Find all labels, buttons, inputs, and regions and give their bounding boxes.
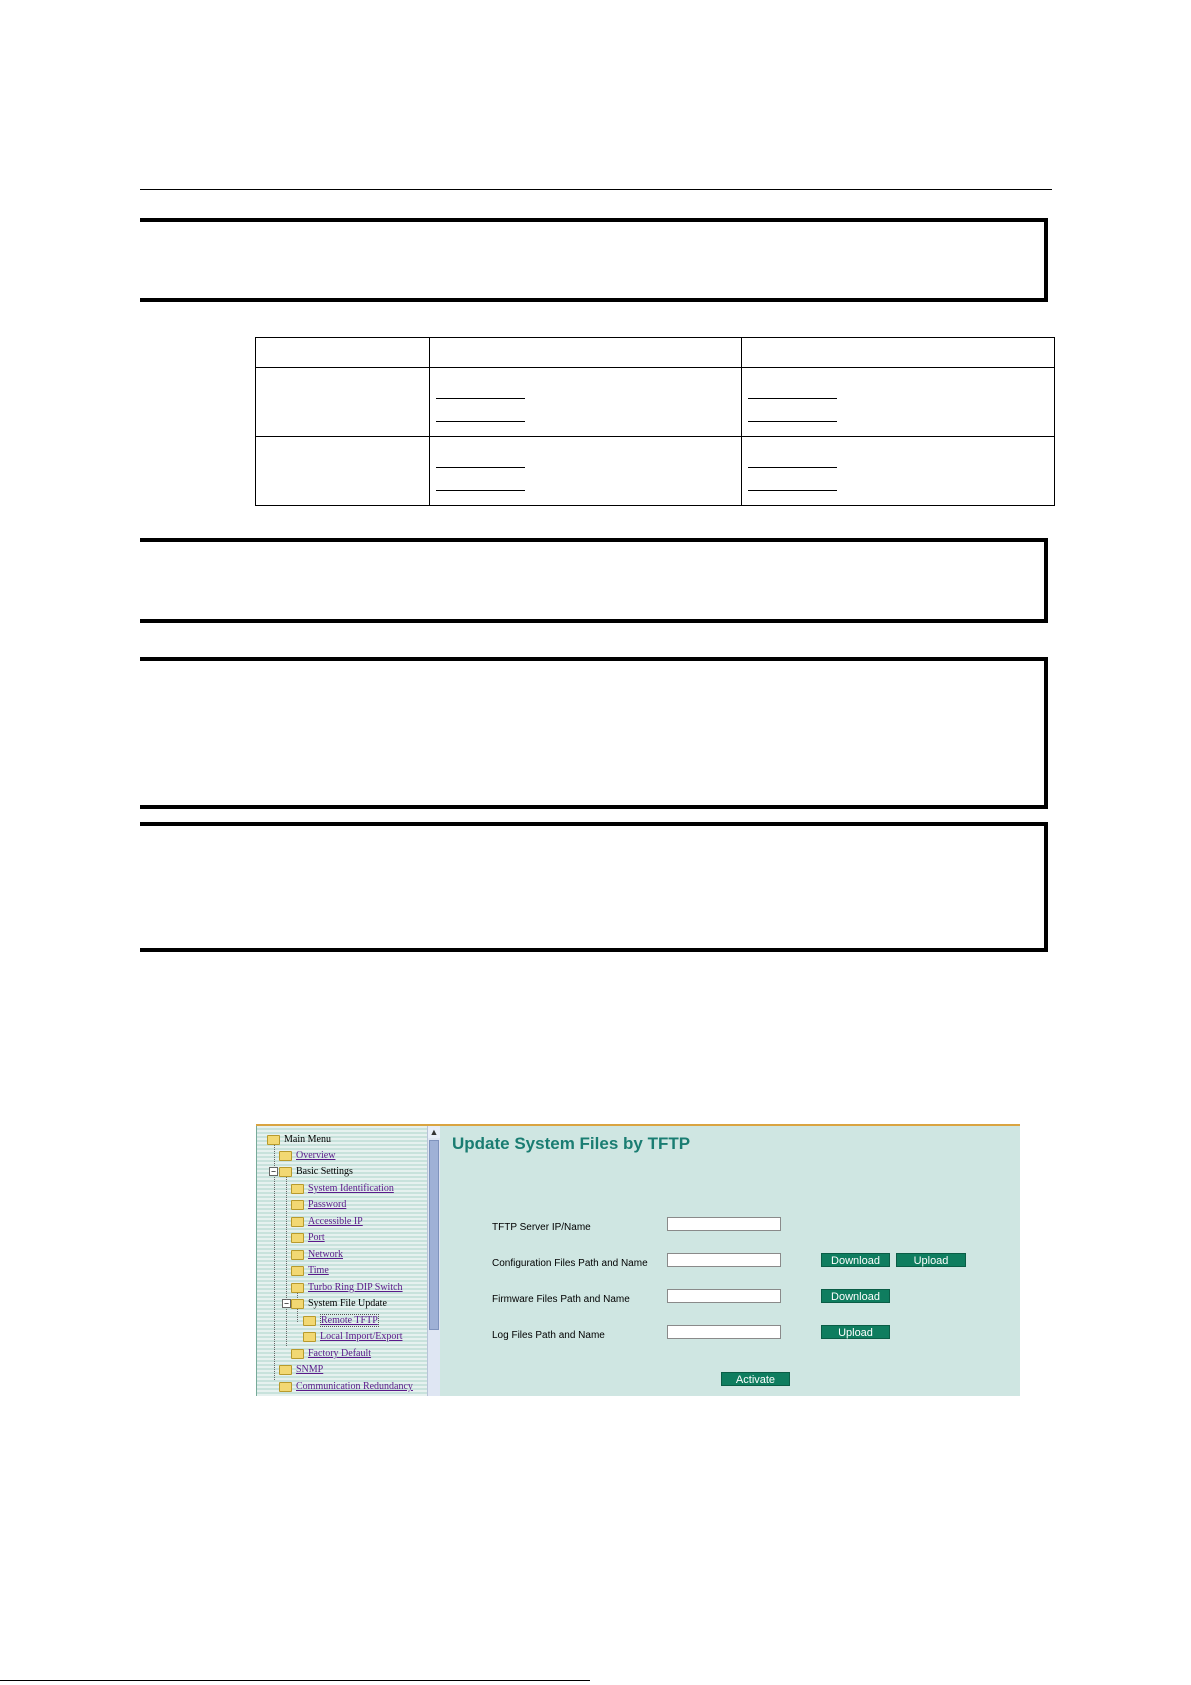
collapse-icon[interactable]: −: [282, 1299, 291, 1308]
firmware-path-label: Firmware Files Path and Name: [492, 1294, 630, 1305]
sidebar-item-overview[interactable]: Overview: [279, 1150, 335, 1162]
folder-icon: [303, 1316, 316, 1326]
table-row: [256, 368, 1055, 437]
table-cell: [430, 368, 742, 437]
table-cell: [256, 338, 430, 368]
log-upload-button[interactable]: Upload: [821, 1325, 890, 1339]
sidebar-item-password[interactable]: Password: [291, 1199, 346, 1211]
sidebar-item-system-identification[interactable]: System Identification: [291, 1183, 394, 1195]
folder-icon: [291, 1266, 304, 1276]
table-header-row: [256, 338, 1055, 368]
table-cell: [742, 368, 1055, 437]
blank-table: [255, 337, 1055, 506]
firmware-download-button[interactable]: Download: [821, 1289, 890, 1303]
sidebar-item-system-file-update[interactable]: System File Update: [291, 1298, 387, 1310]
sidebar-item-factory-default[interactable]: Factory Default: [291, 1348, 371, 1360]
sidebar-item-local-import-export[interactable]: Local Import/Export: [303, 1331, 402, 1343]
note-box: [140, 538, 1048, 623]
config-path-label: Configuration Files Path and Name: [492, 1258, 648, 1269]
note-box: [140, 822, 1048, 952]
folder-open-icon: [267, 1135, 280, 1145]
collapse-icon[interactable]: −: [269, 1167, 278, 1176]
folder-icon: [279, 1382, 292, 1392]
folder-open-icon: [291, 1299, 304, 1309]
folder-icon: [279, 1365, 292, 1375]
table-cell: [430, 437, 742, 506]
sidebar-item-network[interactable]: Network: [291, 1249, 343, 1261]
folder-icon: [291, 1349, 304, 1359]
firmware-path-input[interactable]: [667, 1289, 781, 1303]
sidebar-item-communication-redundancy[interactable]: Communication Redundancy: [279, 1381, 413, 1393]
scroll-thumb[interactable]: [429, 1140, 439, 1330]
footer-rule: [0, 1680, 590, 1681]
log-path-label: Log Files Path and Name: [492, 1330, 605, 1341]
tftp-screenshot: [256, 1124, 1020, 1396]
note-box: [140, 218, 1048, 302]
sidebar-item-time[interactable]: Time: [291, 1265, 329, 1277]
tftp-server-label: TFTP Server IP/Name: [492, 1222, 591, 1233]
folder-icon: [291, 1283, 304, 1293]
table-cell: [742, 338, 1055, 368]
table-cell: [256, 368, 430, 437]
folder-open-icon: [279, 1167, 292, 1177]
config-path-input[interactable]: [667, 1253, 781, 1267]
sidebar-item-basic-settings[interactable]: Basic Settings: [279, 1166, 353, 1178]
page-title: Update System Files by TFTP: [452, 1134, 691, 1153]
sidebar: [256, 1126, 440, 1396]
config-upload-button[interactable]: Upload: [896, 1253, 966, 1267]
table-row: [256, 437, 1055, 506]
folder-icon: [279, 1151, 292, 1161]
folder-icon: [291, 1233, 304, 1243]
folder-icon: [291, 1200, 304, 1210]
header-rule: [140, 189, 1052, 190]
activate-button[interactable]: Activate: [721, 1372, 790, 1386]
sidebar-item-accessible-ip[interactable]: Accessible IP: [291, 1216, 363, 1228]
note-box: [140, 657, 1048, 809]
log-path-input[interactable]: [667, 1325, 781, 1339]
sidebar-item-turbo-ring-dip-switch[interactable]: Turbo Ring DIP Switch: [291, 1282, 403, 1294]
sidebar-item-remote-tftp[interactable]: Remote TFTP: [303, 1315, 379, 1327]
folder-icon: [291, 1250, 304, 1260]
folder-icon: [291, 1184, 304, 1194]
sidebar-item-main-menu[interactable]: Main Menu: [267, 1134, 331, 1146]
table-cell: [256, 437, 430, 506]
folder-icon: [291, 1217, 304, 1227]
table-cell: [742, 437, 1055, 506]
sidebar-scrollbar[interactable]: [427, 1126, 440, 1396]
config-download-button[interactable]: Download: [821, 1253, 890, 1267]
tftp-server-input[interactable]: [667, 1217, 781, 1231]
sidebar-item-port[interactable]: Port: [291, 1232, 325, 1244]
table-cell: [430, 338, 742, 368]
scroll-up-arrow-icon[interactable]: ▲: [429, 1127, 439, 1137]
folder-icon: [303, 1332, 316, 1342]
main-panel: [443, 1126, 1020, 1396]
sidebar-item-snmp[interactable]: SNMP: [279, 1364, 323, 1376]
